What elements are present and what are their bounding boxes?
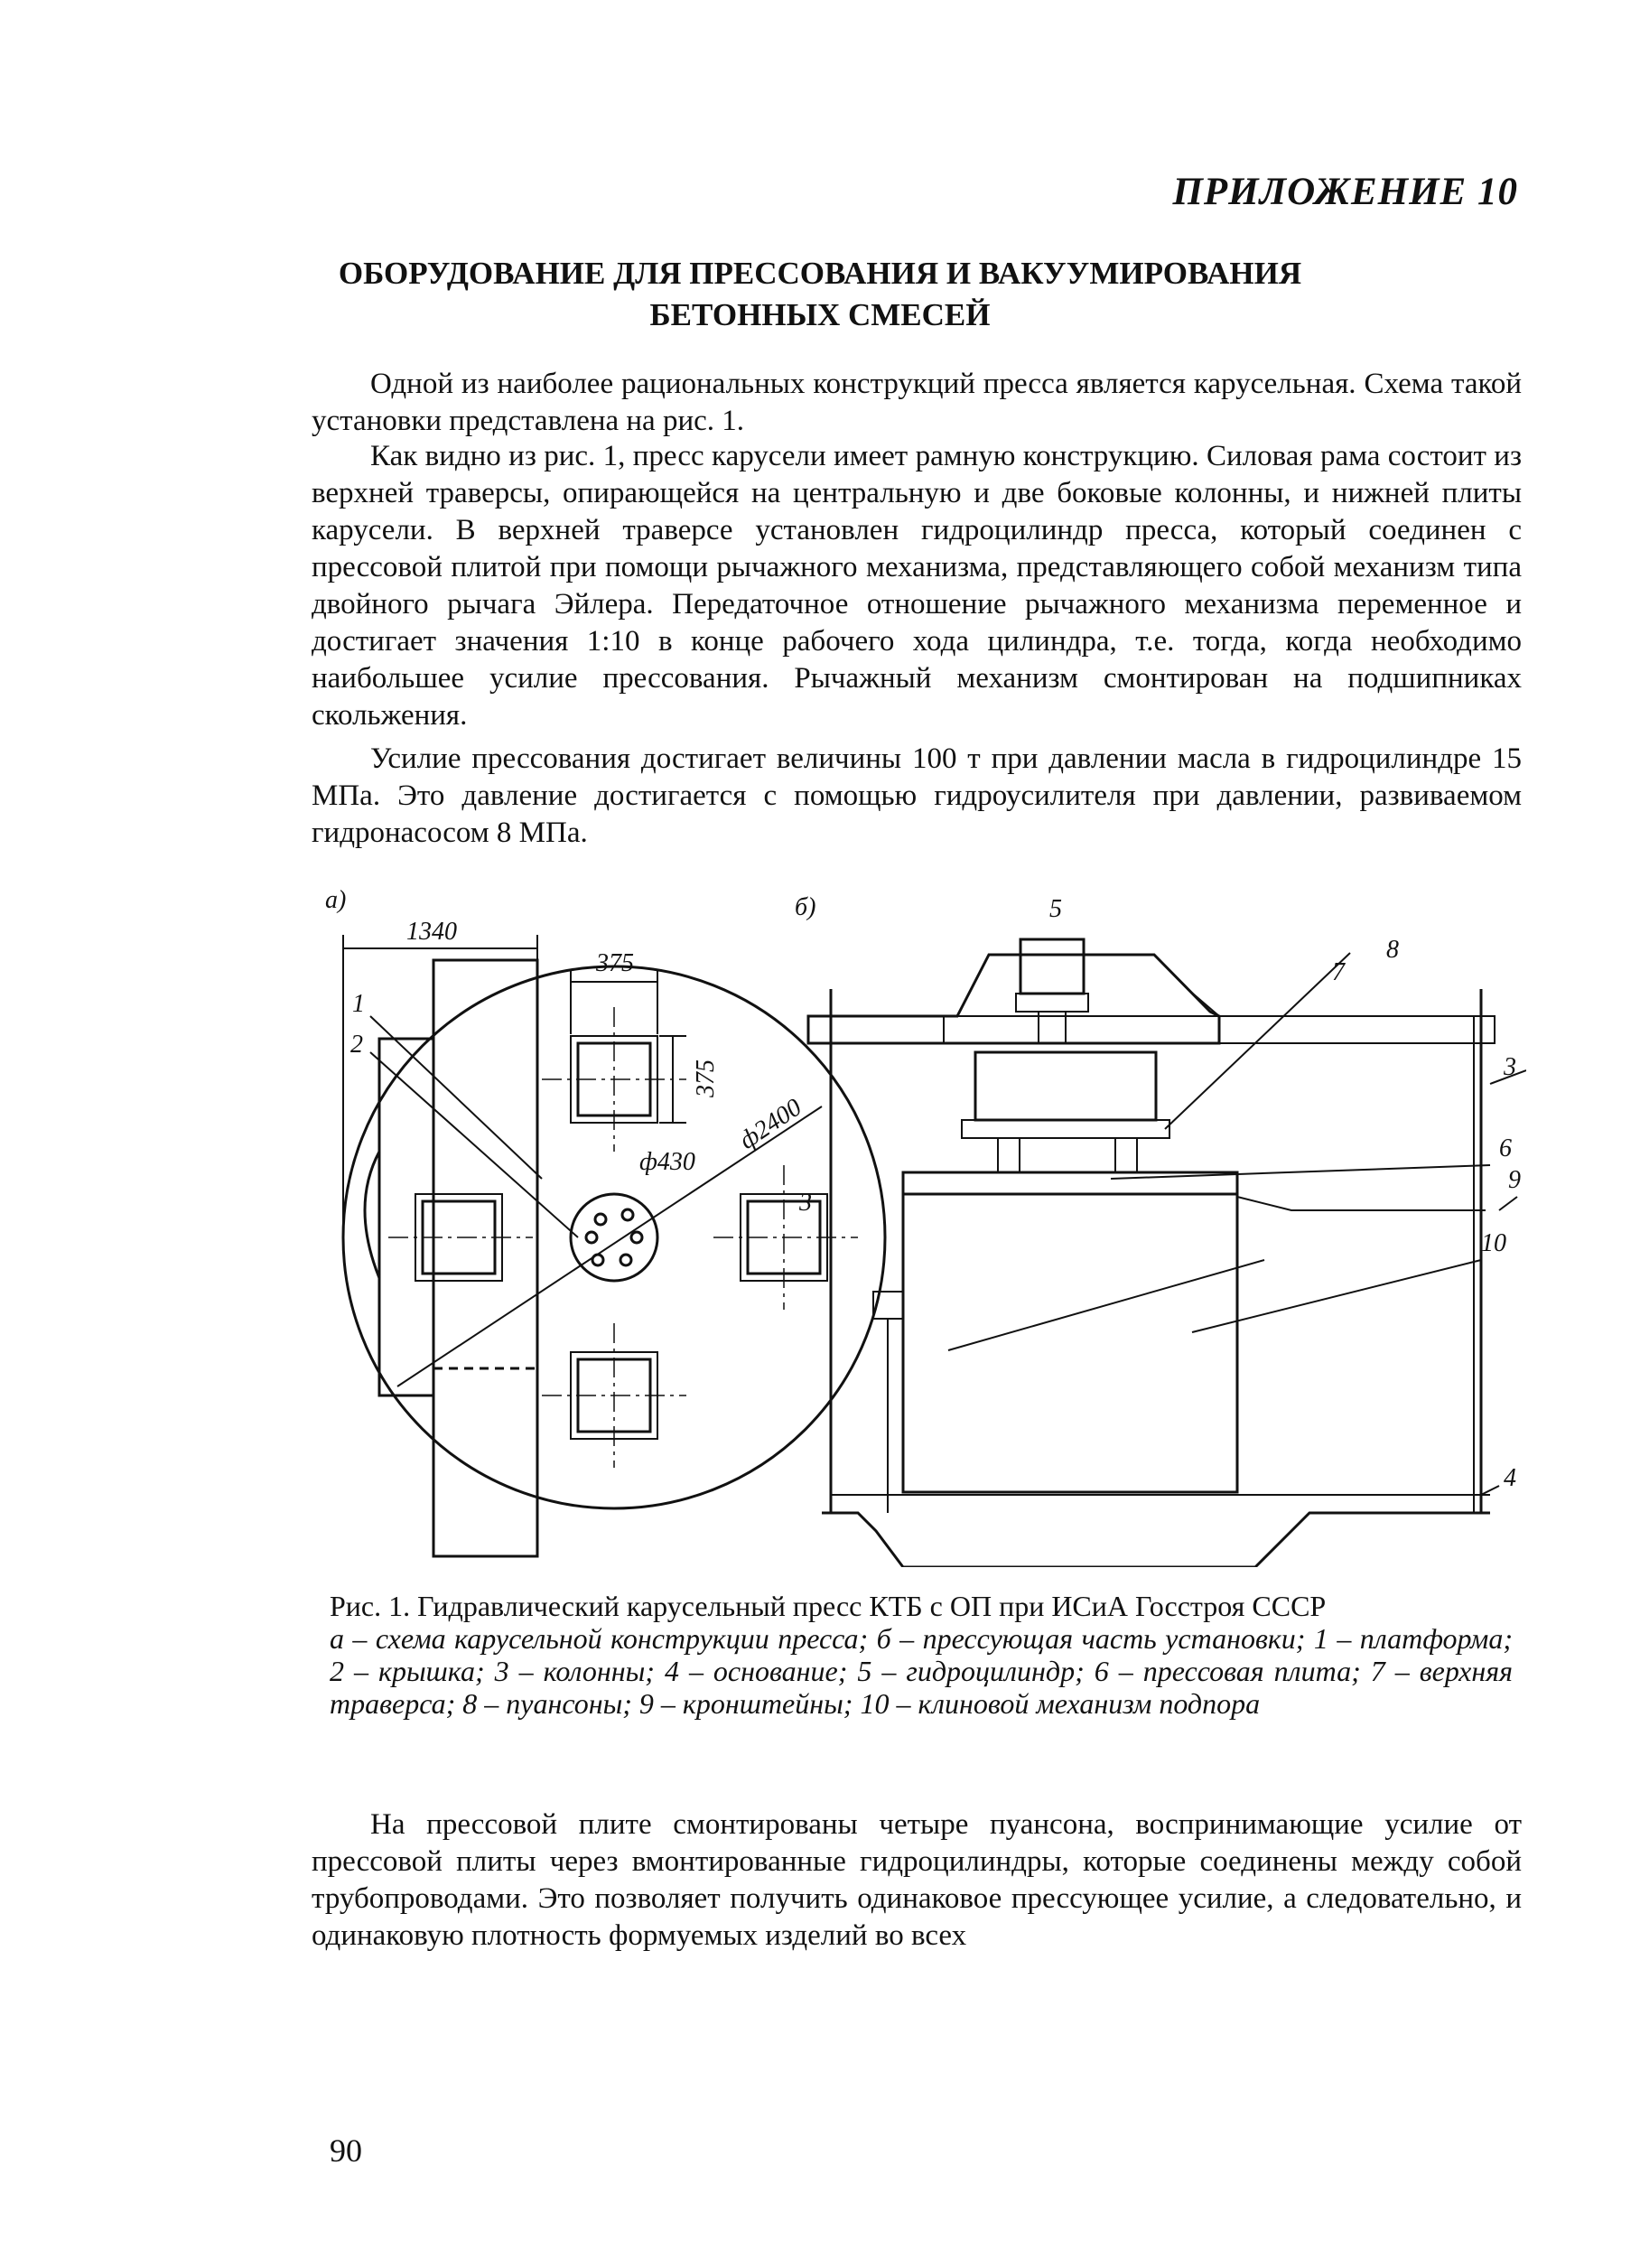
- paragraph-2-text: Как видно из рис. 1, пресс карусели имеет рамную конструкцию. Силовая рама состоит из верхней траверсы, опирающейся на центральную и две боковые колонны, и нижней плиты карусели. В верхней траверсе установлен гидроцилиндр пресса, который соединен с прессовой плитой при помощи рычажного механизма, представляющего собой механизм типа двойного рычага Эйлера. Передаточное отношение рычажного механизма переменное и достигает значения 1:10 в конце рабочего хода цилиндра, т.е. тогда, когда необходимо наибольшее усилие прессования. Рычажный механизм смонтирован на подшипниках скольжения.: [312, 440, 1522, 732]
- callout-5: 5: [1049, 895, 1062, 923]
- callout-3-right: 3: [1504, 1053, 1516, 1081]
- paragraph-1: [312, 366, 1522, 440]
- side-column: [433, 960, 537, 1556]
- upper-traverse: [808, 955, 1219, 1043]
- press-drawing: [316, 881, 1526, 1567]
- lever-housing: [975, 1052, 1156, 1120]
- central-hub: [571, 1194, 657, 1281]
- callout-2: 2: [350, 1031, 363, 1059]
- callout-9: 9: [1508, 1166, 1521, 1194]
- dim-1340: 1340: [406, 918, 457, 946]
- bracket: [1237, 1197, 1486, 1210]
- callout-7: 7: [1332, 958, 1345, 986]
- callout-1: 1: [352, 990, 365, 1018]
- paragraph-3-text: Усилие прессования достигает величины 100 т при давлении масла в гидроцилиндре 15 МПа. Это давление достигается с помощью гидроусилителя при давлении, развиваемом гидронасосом 8 МПа.: [312, 742, 1522, 849]
- caption-legend: а – схема карусельной конструкции пресса; б – прессующая часть установки; 1 – платформа; 2 – крышка; 3 – колонны; 4 – основание; 5 – гидроцилиндр; 6 – прессовая плита; 7 – верхняя траверса; 8 – пуансоны; 9 – кронштейны; 10 – клиновой механизм подпора: [330, 1622, 1513, 1720]
- dim-430: ф430: [639, 1148, 695, 1176]
- label-a: а): [325, 886, 347, 914]
- appendix-label: ПРИЛОЖЕНИЕ 10: [1172, 171, 1518, 213]
- paragraph-1-text: Одной из наиболее рациональных конструкций пресса является карусельная. Схема такой установки представлена на рис. 1.: [312, 368, 1522, 437]
- paragraph-2: [312, 438, 1522, 734]
- dim-375-vertical: 375: [692, 1059, 720, 1097]
- paragraph-4: [312, 1806, 1522, 1955]
- paragraph-4-text: На прессовой плите смонтированы четыре пуансона, воспринимающие усилие от прессовой плиты через вмонтированные гидроцилиндры, которые соединены между собой трубопроводами. Это позволяет получить одинаковое прессующее усилие, а следовательно, и одинаковую плотность формуемых изделий во всех: [312, 1808, 1522, 1952]
- dim-375-horizontal: 375: [596, 949, 634, 977]
- callout-6: 6: [1499, 1134, 1512, 1162]
- wedge-mechanism: [903, 1194, 1237, 1492]
- press-section: [808, 939, 1526, 1567]
- callout-3-left: 3: [799, 1189, 812, 1217]
- callout-8: 8: [1386, 936, 1399, 964]
- figure-press: [316, 881, 1526, 1567]
- caption-title: Рис. 1. Гидравлический карусельный пресс КТБ с ОП при ИСиА Госстроя СССР: [330, 1590, 1327, 1622]
- punch-left: [998, 1138, 1020, 1172]
- carousel-plan: [343, 935, 885, 1556]
- hydraulic-cylinder: [1020, 939, 1084, 994]
- figure-caption: [330, 1590, 1513, 1720]
- page-title: [0, 253, 1640, 336]
- punch-right: [1115, 1138, 1137, 1172]
- dim-2400: ф2400: [734, 1093, 807, 1155]
- column-bracket: [379, 1039, 433, 1395]
- callout-10: 10: [1481, 1229, 1506, 1257]
- column-arc: [365, 1152, 379, 1278]
- paragraph-3: [312, 741, 1522, 852]
- callout-4: 4: [1504, 1464, 1516, 1492]
- title-line-2: БЕТОННЫХ СМЕСЕЙ: [649, 297, 991, 332]
- title-line-1: ОБОРУДОВАНИЕ ДЛЯ ПРЕССОВАНИЯ И ВАКУУМИРОВАНИЯ: [338, 256, 1302, 291]
- label-b: б): [795, 893, 816, 921]
- page-number: 90: [330, 2133, 362, 2169]
- foundation: [822, 1513, 1490, 1567]
- figure-labels: [325, 886, 1521, 1492]
